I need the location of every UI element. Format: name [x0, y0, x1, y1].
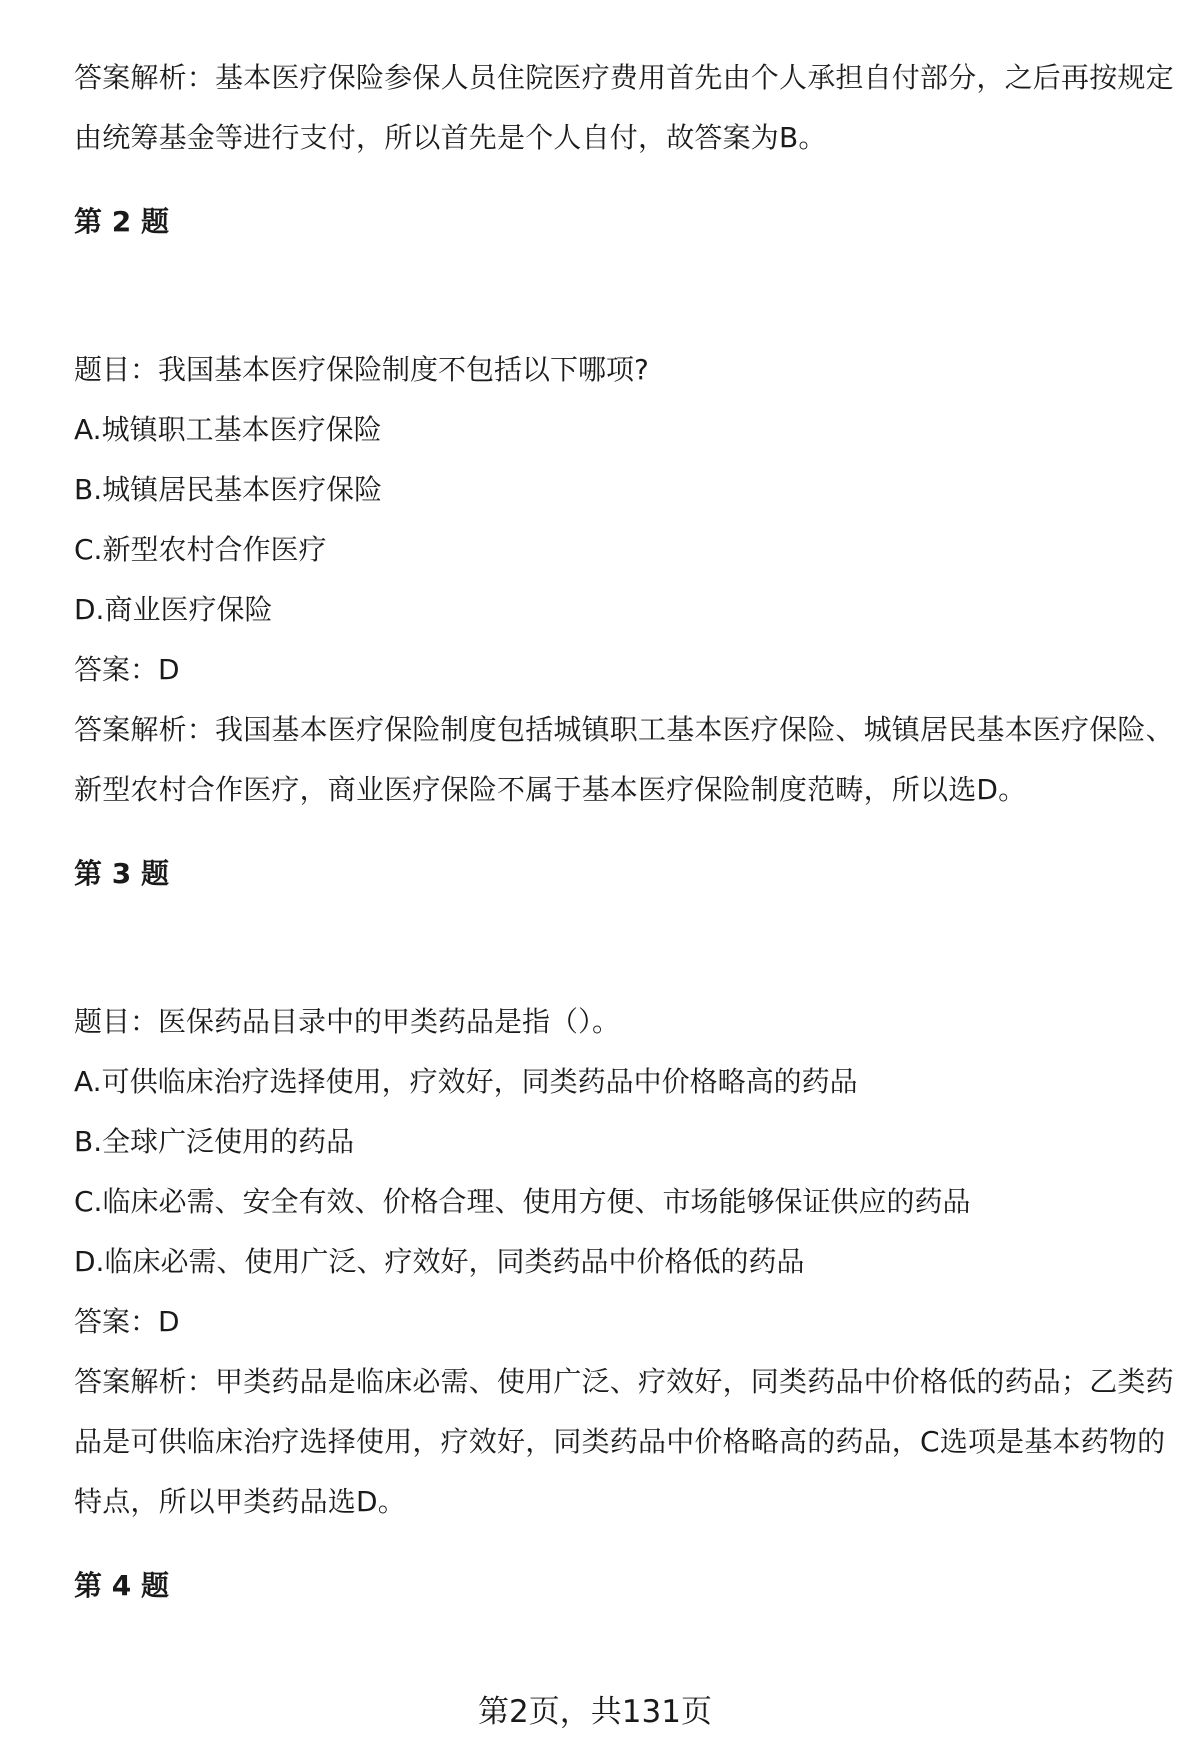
q2-option-c: C.新型农村合作医疗 [74, 533, 327, 566]
q3-question: 题目：医保药品目录中的甲类药品是指（）。 [74, 1005, 621, 1038]
q2-answer: 答案：D [74, 653, 180, 686]
document-page [74, 48, 1174, 1616]
q3-option-d: D.临床必需、使用广泛、疗效好，同类药品中价格低的药品 [74, 1245, 805, 1278]
q3-option-b: B.全球广泛使用的药品 [74, 1125, 355, 1158]
q2-option-d: D.商业医疗保险 [74, 593, 273, 626]
q3-option-a: A.可供临床治疗选择使用，疗效好，同类药品中价格略高的药品 [74, 1065, 858, 1098]
q2-analysis: 答案解析：我国基本医疗保险制度包括城镇职工基本医疗保险、城镇居民基本医疗保险、新型农村合作医疗，商业医疗保险不属于基本医疗保险制度范畴，所以选D。 [74, 713, 1174, 806]
q3-heading: 第 3 题 [74, 857, 169, 890]
q3-analysis: 答案解析：甲类药品是临床必需、使用广泛、疗效好，同类药品中价格低的药品；乙类药品是可供临床治疗选择使用，疗效好，同类药品中价格略高的药品，C选项是基本药物的特点，所以甲类药品选D。 [74, 1365, 1174, 1518]
q2-option-a: A.城镇职工基本医疗保险 [74, 413, 382, 446]
q2-heading: 第 2 题 [74, 205, 169, 238]
page-footer: 第2页，共131页 [478, 1694, 712, 1730]
q3-answer: 答案：D [74, 1305, 180, 1338]
q2-option-b: B.城镇居民基本医疗保险 [74, 473, 383, 506]
q2-question: 题目：我国基本医疗保险制度不包括以下哪项? [74, 353, 649, 386]
q4-heading: 第 4 题 [74, 1569, 169, 1602]
q3-option-c: C.临床必需、安全有效、价格合理、使用方便、市场能够保证供应的药品 [74, 1185, 971, 1218]
q1-analysis: 答案解析：基本医疗保险参保人员住院医疗费用首先由个人承担自付部分，之后再按规定由统筹基金等进行支付，所以首先是个人自付，故答案为B。 [74, 61, 1174, 154]
